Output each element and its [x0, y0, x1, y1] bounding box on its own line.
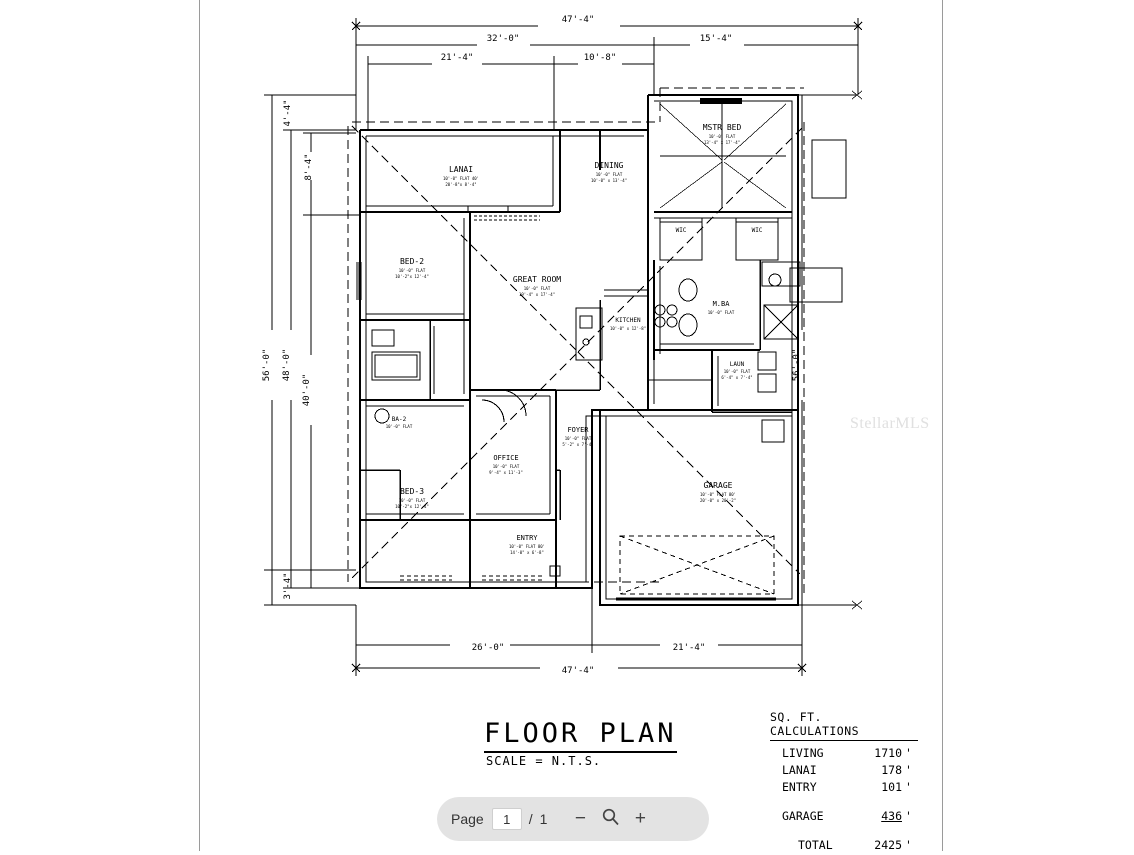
svg-text:10'-2"x 12'-4": 10'-2"x 12'-4"	[395, 504, 429, 509]
room-label-ba-2	[386, 416, 413, 429]
dim-bottom-left-span: 26'-0"	[471, 643, 505, 653]
svg-text:LANAI: LANAI	[448, 165, 474, 174]
room-label-wic-right	[752, 227, 763, 234]
svg-text:WIC: WIC	[675, 227, 687, 234]
table-row-total	[770, 838, 935, 855]
pdf-viewer-toolbar	[437, 797, 709, 841]
table-row	[770, 780, 935, 797]
svg-text:19'-4" x 17'-4": 19'-4" x 17'-4"	[518, 292, 556, 297]
sqft-row-value: 101	[881, 780, 902, 794]
sqft-row-name: TOTAL	[798, 838, 833, 852]
room-label-lanai	[443, 165, 479, 187]
sqft-row-value: 1710	[874, 746, 902, 760]
dim-top-left-span: 32'-0"	[486, 34, 520, 44]
svg-text:14'-0" x 6'-8": 14'-0" x 6'-8"	[510, 550, 544, 555]
sqft-table-header: SQ. FT. CALCULATIONS	[770, 710, 918, 741]
page-subtitle: SCALE = N.T.S.	[486, 754, 602, 768]
dim-top-sub-right: 10'-8"	[583, 53, 617, 63]
dim-left-top-b: 8'-4"	[304, 153, 314, 181]
dim-bottom-right-span: 21'-4"	[672, 643, 706, 653]
sqft-row-unit: '	[905, 780, 912, 794]
dim-left-second: 48'-0"	[282, 348, 292, 382]
room-label-mstr-bed	[703, 123, 742, 145]
room-label-great-room	[513, 275, 561, 297]
svg-text:OFFICE: OFFICE	[493, 454, 519, 462]
svg-text:BA-2: BA-2	[391, 416, 407, 423]
sqft-row-value: 178	[881, 763, 902, 777]
room-label-dining	[591, 161, 627, 183]
svg-text:10'-0" FLAT 80': 10'-0" FLAT 80'	[508, 544, 546, 549]
svg-text:BED-2: BED-2	[399, 257, 425, 266]
page-separator: /	[528, 811, 533, 827]
svg-text:WIC: WIC	[751, 227, 763, 234]
room-label-bed-3	[395, 487, 429, 509]
table-row	[770, 809, 935, 826]
room-label-m-ba	[708, 300, 735, 315]
sqft-row-unit: '	[905, 763, 912, 777]
sqft-row-name: LIVING	[782, 746, 824, 760]
svg-text:LAUN: LAUN	[729, 361, 745, 368]
svg-text:10'-0" FLAT: 10'-0" FLAT	[708, 134, 736, 139]
svg-text:KITCHEN: KITCHEN	[615, 317, 641, 324]
sqft-row-unit: '	[905, 838, 912, 852]
svg-text:FOYER: FOYER	[567, 426, 589, 434]
svg-text:10'-0" FLAT: 10'-0" FLAT	[723, 369, 751, 374]
svg-text:MSTR BED: MSTR BED	[702, 123, 742, 132]
table-row	[770, 746, 935, 763]
room-label-wic-left	[676, 227, 687, 234]
svg-text:9'-4" x 11'-3": 9'-4" x 11'-3"	[489, 470, 523, 475]
svg-text:10'-0" FLAT: 10'-0" FLAT	[398, 268, 426, 273]
svg-text:10'-0" FLAT: 10'-0" FLAT	[492, 464, 520, 469]
dim-left-bottom: 3'-4"	[283, 572, 293, 600]
svg-text:10'-0" x 12'-8": 10'-0" x 12'-8"	[609, 326, 647, 331]
dim-bottom-overall: 47'-4"	[561, 666, 595, 676]
svg-text:10'-0" FLAT: 10'-0" FLAT	[595, 172, 623, 177]
svg-text:6'-4" x 7'-4": 6'-4" x 7'-4"	[721, 375, 753, 380]
svg-text:ENTRY: ENTRY	[516, 534, 538, 542]
svg-text:10'-0" FLAT 80': 10'-0" FLAT 80'	[699, 492, 737, 497]
svg-text:13'-4" x 17'-4": 13'-4" x 17'-4"	[703, 140, 741, 145]
room-label-kitchen	[610, 317, 646, 331]
sqft-row-unit: '	[905, 746, 912, 760]
sqft-row-unit: '	[905, 809, 912, 823]
dim-left-overall: 56'-0"	[262, 348, 272, 382]
room-label-garage	[700, 481, 736, 503]
svg-text:10'-0" FLAT: 10'-0" FLAT	[564, 436, 592, 441]
svg-text:20'-0" x 20'-2": 20'-0" x 20'-2"	[699, 498, 737, 503]
svg-text:DINING: DINING	[594, 161, 624, 170]
dim-top-sub-left: 21'-4"	[440, 53, 474, 63]
svg-text:GREAT ROOM: GREAT ROOM	[512, 275, 562, 284]
sqft-row-name: GARAGE	[782, 809, 824, 823]
room-label-foyer	[562, 426, 593, 447]
svg-text:BED-3: BED-3	[399, 487, 425, 496]
dim-left-third: 40'-0"	[302, 373, 312, 407]
page-title: FLOOR PLAN	[484, 718, 677, 753]
sqft-row-name: ENTRY	[782, 780, 817, 794]
dim-top-overall: 47'-4"	[561, 15, 595, 25]
sqft-calculations-table	[770, 710, 935, 855]
watermark: StellarMLS	[850, 415, 930, 432]
svg-text:10'-0" FLAT 40': 10'-0" FLAT 40'	[442, 176, 480, 181]
page-number-input[interactable]: 1	[492, 808, 522, 830]
sqft-row-value: 436	[881, 809, 902, 823]
svg-text:5'-2" x 7'-4": 5'-2" x 7'-4"	[562, 442, 594, 447]
table-row	[770, 763, 935, 780]
svg-text:10'-0" FLAT: 10'-0" FLAT	[398, 498, 426, 503]
page-total: 1	[539, 811, 548, 827]
dim-right-overall: 56'-0"	[792, 348, 802, 382]
zoom-out-button[interactable]: −	[574, 808, 586, 829]
room-label-bed-2	[395, 257, 429, 279]
svg-text:10'-0" x 13'-4": 10'-0" x 13'-4"	[590, 178, 628, 183]
dim-left-top-a: 4'-4"	[283, 99, 293, 127]
sqft-row-value: 2425	[874, 838, 902, 852]
sqft-row-name: LANAI	[782, 763, 817, 777]
page-label: Page	[451, 811, 484, 827]
room-label-entry	[509, 534, 545, 555]
svg-text:20'-8"x 8'-4": 20'-8"x 8'-4"	[445, 182, 477, 187]
svg-text:10'-2"x 12'-4": 10'-2"x 12'-4"	[395, 274, 429, 279]
magnifier-icon[interactable]	[595, 807, 625, 831]
svg-text:M.BA: M.BA	[712, 300, 730, 308]
dim-top-right-span: 15'-4"	[699, 34, 733, 44]
room-label-office	[489, 454, 523, 475]
zoom-in-button[interactable]: +	[634, 808, 646, 829]
svg-text:10'-0" FLAT: 10'-0" FLAT	[523, 286, 551, 291]
svg-text:10'-0" FLAT: 10'-0" FLAT	[707, 310, 735, 315]
svg-text:GARAGE: GARAGE	[703, 481, 733, 490]
svg-text:10'-0" FLAT: 10'-0" FLAT	[385, 424, 413, 429]
room-label-laun	[721, 361, 752, 380]
